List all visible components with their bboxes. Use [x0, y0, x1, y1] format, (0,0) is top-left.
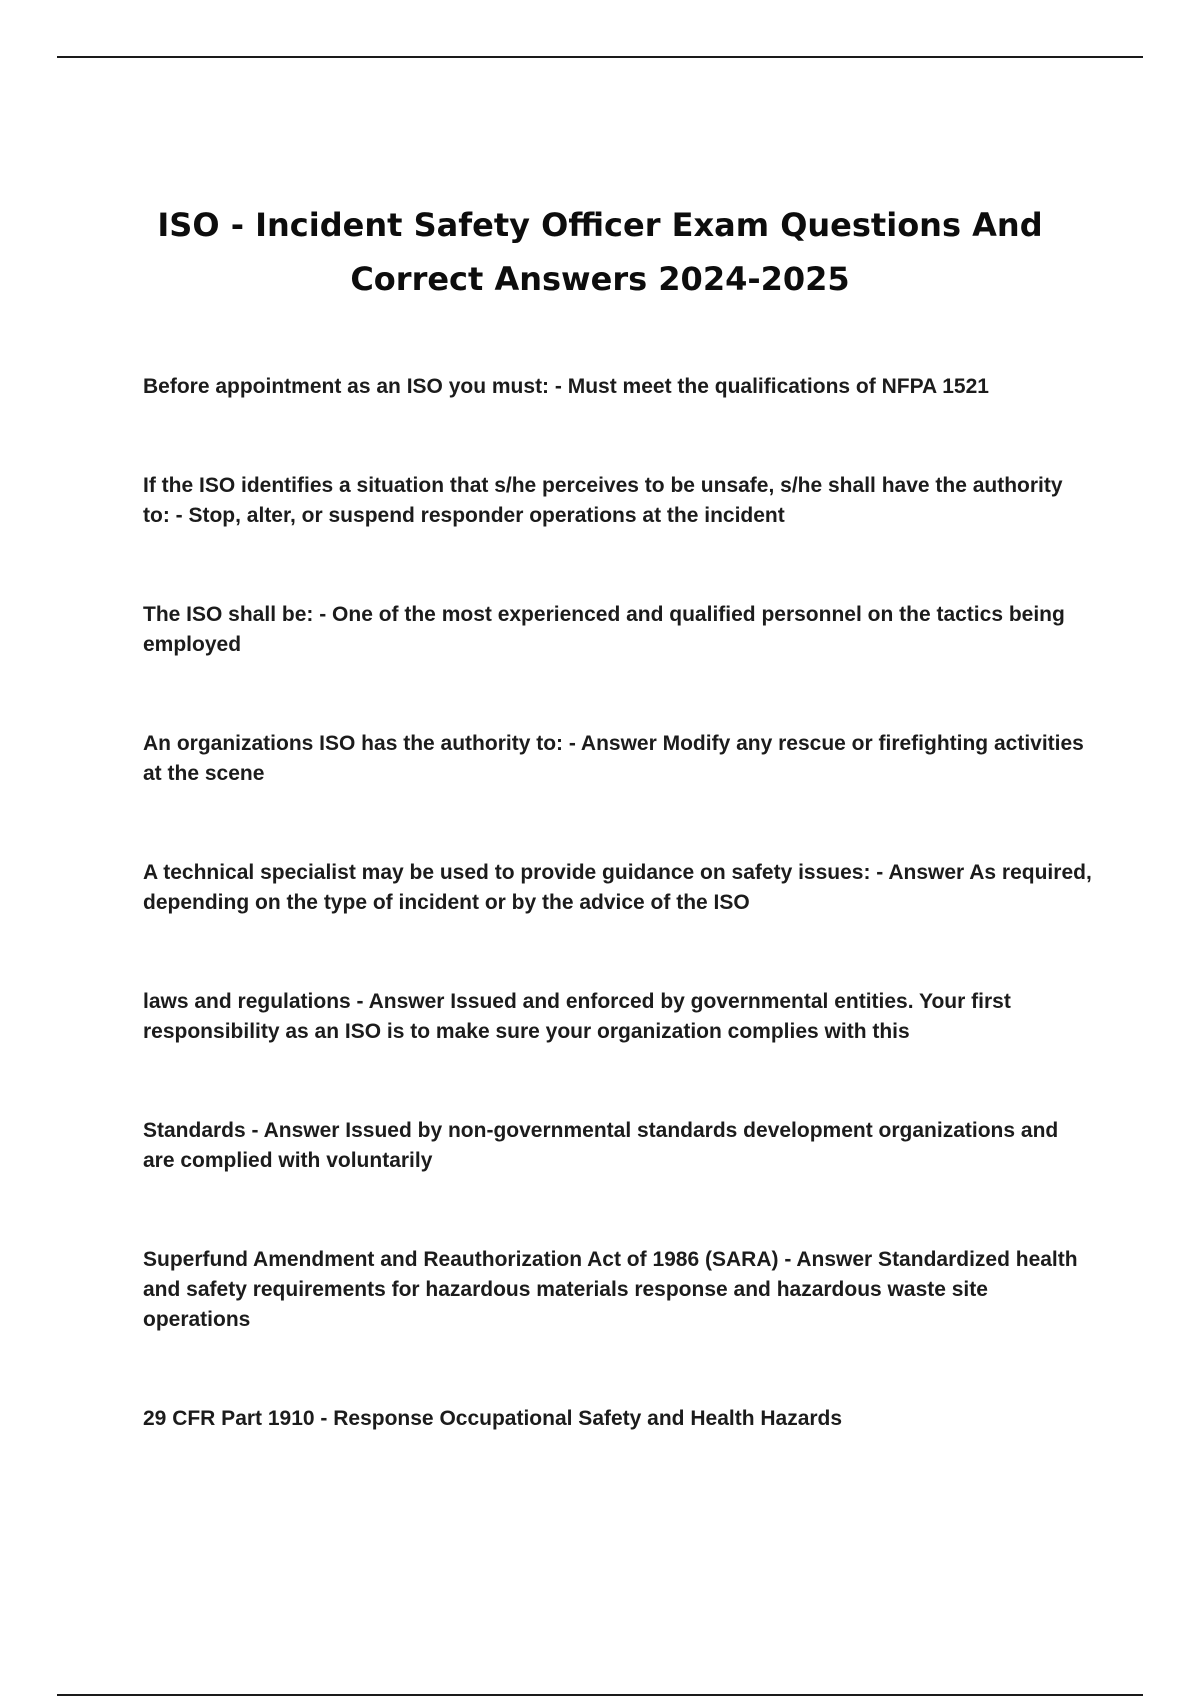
- qa-item-1: Before appointment as an ISO you must: - Must meet the qualifications of NFPA 1521: [143, 375, 989, 398]
- bottom-rule: [57, 1694, 1143, 1696]
- qa-item-9: 29 CFR Part 1910 - Response Occupational Safety and Health Hazards: [143, 1407, 843, 1430]
- qa-item-7: Standards - Answer Issued by non-governmental standards development organizations and are complied with voluntarily: [143, 1119, 1059, 1172]
- qa-item-8: Superfund Amendment and Reauthorization Act of 1986 (SARA) - Answer Standardized health and safety requirements for hazardous materials response and hazardous waste site operations: [143, 1248, 1078, 1331]
- document-title: ISO - Incident Safety Officer Exam Questions And Correct Answers 2024-2025: [157, 206, 1043, 298]
- qa-item-6: laws and regulations - Answer Issued and enforced by governmental entities. Your first responsibility as an ISO is to make sure your organization complies with this: [143, 990, 1011, 1043]
- qa-item-3: The ISO shall be: - One of the most experienced and qualified personnel on the tactics being employed: [143, 603, 1065, 656]
- top-rule: [57, 56, 1143, 58]
- qa-item-5: A technical specialist may be used to provide guidance on safety issues: - Answer As required, depending on the type of incident or by the advice of the ISO: [143, 861, 1092, 914]
- qa-item-2: If the ISO identifies a situation that s/he perceives to be unsafe, s/he shall have the authority to: - Stop, alter, or suspend responder operations at the incident: [143, 474, 1063, 527]
- qa-item-4: An organizations ISO has the authority to: - Answer Modify any rescue or firefighting activities at the scene: [143, 732, 1084, 785]
